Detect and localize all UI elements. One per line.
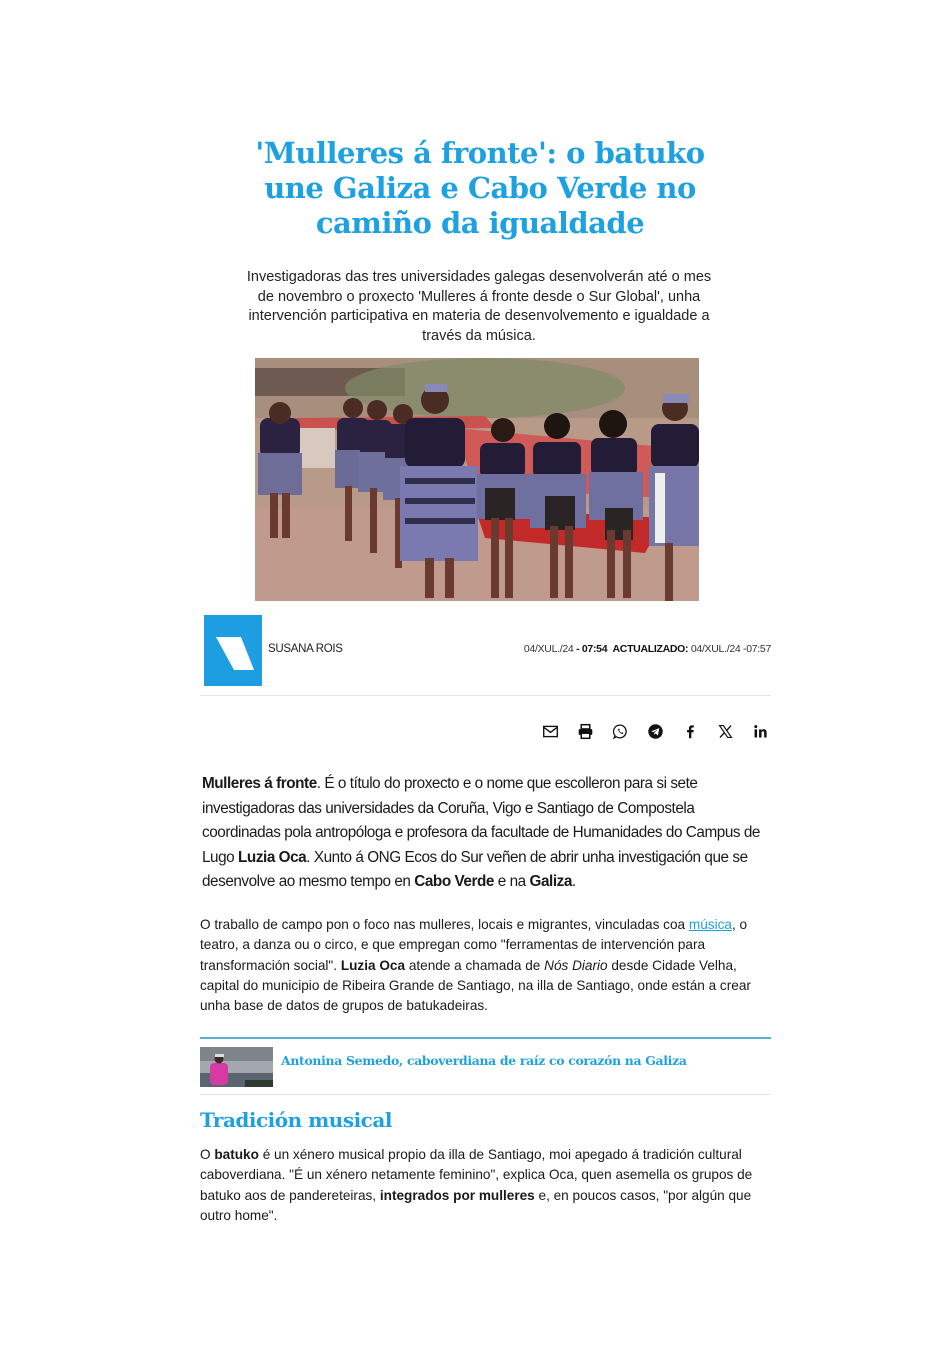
published-date: 04/XUL./24 <box>523 643 574 655</box>
section-heading: Tradición musical <box>200 1108 392 1132</box>
updated-label: ACTUALIZADO: <box>612 643 689 655</box>
related-divider-top <box>200 1037 771 1039</box>
musica-link[interactable]: música <box>688 917 732 932</box>
publish-dates <box>524 643 771 655</box>
paragraph-bold: integrados por mulleres <box>379 1187 535 1203</box>
related-article-link[interactable] <box>200 1046 771 1088</box>
related-article-title[interactable]: Antonina Semedo, caboverdiana de raíz co corazón na Galiza <box>281 1052 687 1068</box>
share-print-button[interactable] <box>568 718 603 744</box>
article-paragraph <box>200 915 772 1016</box>
share-bar <box>533 718 778 744</box>
paragraph-text: O <box>200 1147 215 1162</box>
share-facebook-button[interactable] <box>673 718 708 744</box>
intro-text: e na <box>493 873 530 891</box>
whatsapp-icon <box>612 723 629 740</box>
paragraph-text: O traballo de campo pon o foco nas mulleres, locais e migrantes, vinculadas coa <box>200 917 689 932</box>
share-x-button[interactable] <box>708 718 743 744</box>
article-intro <box>202 772 776 895</box>
intro-text: . <box>571 873 576 891</box>
share-telegram-button[interactable] <box>638 718 673 744</box>
author-name[interactable]: SUSANA ROIS <box>268 643 343 655</box>
related-article-thumbnail <box>200 1047 273 1087</box>
related-divider-bottom <box>200 1094 771 1095</box>
share-email-button[interactable] <box>533 718 568 744</box>
linkedin-icon <box>752 723 769 740</box>
email-icon <box>542 723 559 740</box>
article-paragraph <box>200 1145 772 1226</box>
published-time: 07:54 <box>581 643 608 655</box>
intro-text: . É o título do proxecto e o nome que escolleron para si sete investigadoras das universidades da Coruña, Vigo e Santiago de Compostela coordinadas pola antropóloga e profesora da facultade de Humanidades do Campus de Lugo <box>202 775 760 866</box>
intro-bold-name: Luzia Oca <box>238 848 307 866</box>
share-linkedin-button[interactable] <box>743 718 778 744</box>
paragraph-bold: batuko <box>214 1147 259 1162</box>
paragraph-italic: Nós Diario <box>544 957 608 973</box>
paragraph-text: é un xénero musical propio da illa de Santiago, moi apegado á tradición cultural caboverdiana. "É un xénero netamente feminino", explica Oca, quen asemella os grupos de batuko aos de pandereteiras, <box>200 1147 753 1203</box>
facebook-icon <box>682 723 699 740</box>
intro-lead-bold: Mulleres á fronte <box>202 775 317 792</box>
hero-image <box>255 358 699 601</box>
article-headline: 'Mulleres á fronte': o batuko une Galiza e Cabo Verde no camiño da igualdade <box>255 136 705 240</box>
paragraph-text: atende a chamada de <box>405 957 545 973</box>
hero-photo-illustration <box>255 358 699 601</box>
paragraph-text: , o teatro, a danza ou o circo, e que empregan como "ferramentas de intervención para transformación social". <box>200 917 748 973</box>
nos-diario-logo-icon <box>204 615 262 686</box>
print-icon <box>577 723 594 740</box>
article-lede: Investigadoras das tres universidades galegas desenvolverán até o mes de novembro o proxecto 'Mulleres á fronte desde o Sur Global', unha intervención participativa en materia de desenvolvemento e igualdade a través da música. <box>246 269 712 344</box>
paragraph-bold: Luzia Oca <box>340 957 406 973</box>
updated-value: 04/XUL./24 -07:57 <box>690 643 771 655</box>
paragraph-text: e, en poucos casos, "por algún que outro home". <box>200 1187 752 1223</box>
paragraph-text: desde Cidade Velha, capital do municipio de Ribeira Grande de Santiago, na illa de Santiago, onde están a crear unha base de datos de grupos de batukadeiras. <box>200 957 751 1014</box>
telegram-icon <box>647 723 664 740</box>
intro-bold-place: Cabo Verde <box>414 873 494 891</box>
published-sep: - <box>573 643 582 655</box>
x-icon <box>717 723 734 740</box>
byline-divider <box>200 695 771 696</box>
share-whatsapp-button[interactable] <box>603 718 638 744</box>
intro-text: . Xunto á ONG Ecos do Sur veñen de abrir unha investigación que se desenvolve ao mesmo tempo en <box>202 848 748 891</box>
intro-bold-place: Galiza <box>529 873 572 891</box>
